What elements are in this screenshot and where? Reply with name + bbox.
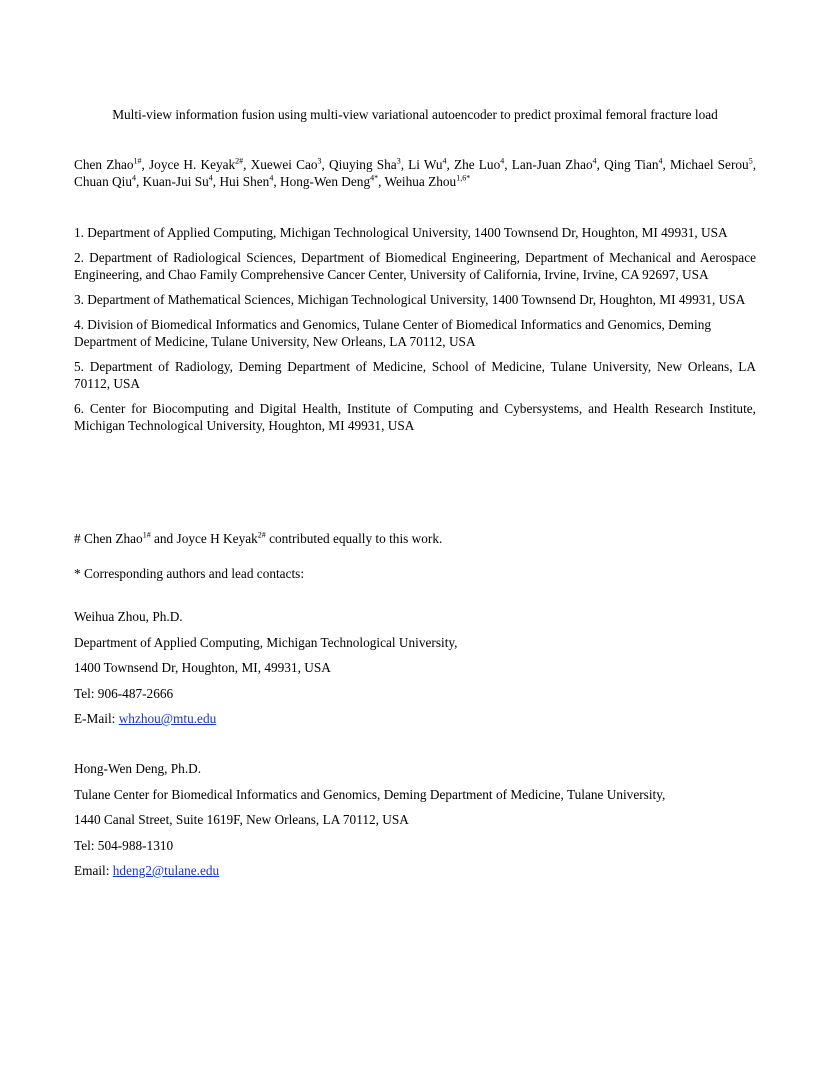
contact-block xyxy=(74,608,756,736)
affiliation: 2. Department of Radiological Sciences, Department of Biomedical Engineering, Department of Mechanical and Aerospace Engineering, and Chao Family Comprehensive Cancer Center, University of California, Irvine, Irvine, CA 92697, USA xyxy=(74,250,756,282)
affiliation: 4. Division of Biomedical Informatics and Genomics, Tulane Center of Biomedical Informatics and Genomics, Deming Department of Medicine, Tulane University, New Orleans, LA 70112, USA xyxy=(74,317,712,349)
email-link[interactable]: whzhou@mtu.edu xyxy=(118,711,217,726)
email-link[interactable]: hdeng2@tulane.edu xyxy=(112,863,220,878)
affiliation: 1. Department of Applied Computing, Michigan Technological University, 1400 Townsend Dr, Houghton, MI 49931, USA xyxy=(74,225,728,240)
author: Lan-Juan Zhao$^4$, xyxy=(511,156,600,172)
contact-department: Tulane Center for Biomedical Informatics and Genomics, Deming Department of Medicine, Tulane University, xyxy=(74,786,666,802)
author: Qiuying Sha$^3$, xyxy=(329,156,405,172)
contact-tel: Tel: 906-487-2666 xyxy=(74,685,174,701)
author: Hong-Wen Deng$^{4*}$, xyxy=(279,173,382,189)
contact-block xyxy=(74,760,756,888)
contact-address: 1440 Canal Street, Suite 1619F, New Orleans, LA 70112, USA xyxy=(74,812,409,827)
affiliation-list xyxy=(74,224,756,442)
equal-contribution-note: # Chen Zhao$^{1\#}$ and Joyce H Keyak$^{2\#}$ contributed equally to this work. xyxy=(74,530,443,546)
author-list xyxy=(74,156,756,190)
author: Xuewei Cao$^3$, xyxy=(250,156,325,172)
contact-name: Hong-Wen Deng, Ph.D. xyxy=(74,761,202,776)
author: Weihua Zhou$^{1,6*}$ xyxy=(384,173,471,189)
paper-title: Multi-view information fusion using multi-view variational autoencoder to predict proximal femoral fracture load xyxy=(112,107,718,122)
affiliation: 6. Center for Biocomputing and Digital Health, Institute of Computing and Cybersystems, and Health Research Institute, Michigan Technological University, Houghton, MI 49931, USA xyxy=(74,401,756,433)
author: Zhe Luo$^4$, xyxy=(454,156,508,172)
author: Hui Shen$^4$, xyxy=(219,173,277,189)
contact-department: Department of Applied Computing, Michigan Technological University, xyxy=(74,634,458,650)
contact-email-line: E-Mail: whzhou@mtu.edu xyxy=(74,711,217,726)
contact-address: 1400 Townsend Dr, Houghton, MI, 49931, USA xyxy=(74,660,331,675)
corresponding-note: * Corresponding authors and lead contacts: xyxy=(74,566,305,581)
author: Chuan Qiu$^4$, xyxy=(74,173,140,189)
affiliation: 3. Department of Mathematical Sciences, Michigan Technological University, 1400 Townsend Dr, Houghton, MI 49931, USA xyxy=(74,292,746,307)
author: Michael Serou$^5$, xyxy=(669,156,757,172)
affiliation: 5. Department of Radiology, Deming Department of Medicine, School of Medicine, Tulane University, New Orleans, LA 70112, USA xyxy=(74,359,756,391)
author: Chen Zhao$^{1\#}$, xyxy=(74,156,145,172)
contact-email-line: Email: hdeng2@tulane.edu xyxy=(74,863,220,878)
contact-tel: Tel: 504-988-1310 xyxy=(74,837,174,853)
author: Li Wu$^4$, xyxy=(408,156,450,172)
author: Kuan-Jui Su$^4$, xyxy=(142,173,217,189)
author: Qing Tian$^4$, xyxy=(604,156,666,172)
contact-name: Weihua Zhou, Ph.D. xyxy=(74,609,183,624)
author: Joyce H. Keyak$^{2\#}$, xyxy=(149,156,247,172)
